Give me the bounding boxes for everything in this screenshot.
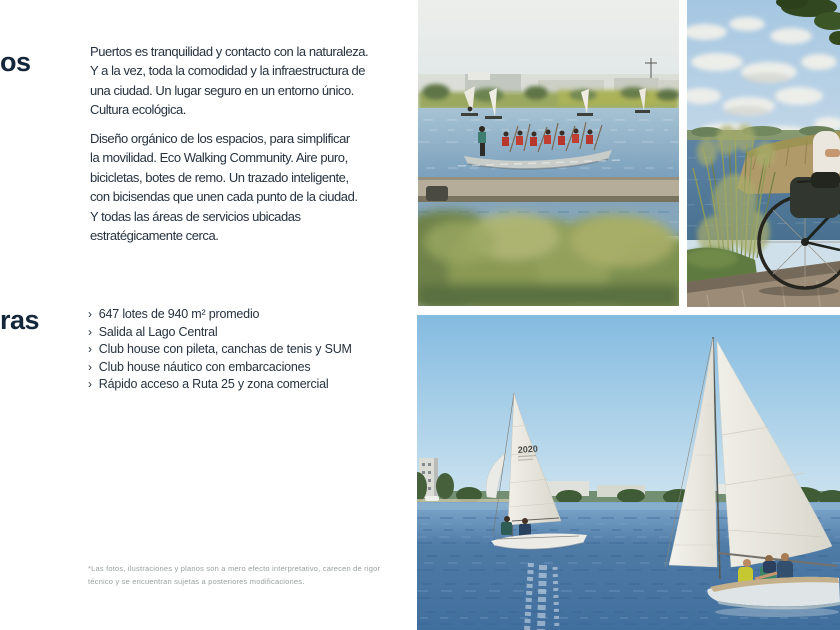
chevron-bullet-icon: › (88, 342, 92, 356)
feature-text: Club house náutico con embarcaciones (98, 359, 311, 374)
chevron-bullet-icon: › (88, 377, 92, 391)
intro-paragraph: Puertos es tranquilidad y contacto con la naturaleza. Y a la vez, toda la comodidad y la infraestructura de una ciudad. Un lugar seguro en un entorno único. Cultura ecológica. (90, 44, 369, 118)
chevron-bullet-icon: › (88, 307, 92, 321)
list-item (88, 306, 408, 324)
sail-number-text: 2020 (517, 443, 539, 455)
chevron-bullet-icon: › (88, 324, 92, 339)
page-title: os (0, 47, 31, 77)
body-paragraph: Diseño orgánico de los espacios, para simplificar la movilidad. Eco Walking Community. Aire puro, bicicletas, botes de remo. Un trazado inteligente, con bicisendas que unen cada punto de la ciudad. Y todas las áreas de servicios ubicadas estratégicamente cerca. (90, 131, 358, 244)
section-title: ras (0, 305, 40, 335)
list-item (88, 341, 408, 359)
cyclist-path-photo (687, 0, 840, 307)
list-item (88, 324, 408, 342)
feature-text: 647 lotes de 940 m² promedio (98, 307, 260, 321)
feature-text: Salida al Lago Central (98, 324, 218, 339)
list-item (88, 359, 408, 377)
chevron-bullet-icon: › (88, 359, 92, 374)
sailboats-lake-photo (417, 315, 840, 630)
feature-text: Club house con pileta, canchas de tenis y SUM (98, 342, 352, 356)
rowing-lake-photo (418, 0, 679, 306)
legal-footnote: *Las fotos, ilustraciones y planos son a mero efecto interpretativo, carecen de rigor técnico y se encuentran sujetas a posteriores modificaciones. (88, 564, 381, 586)
feature-text: Rápido acceso a Ruta 25 y zona comercial (98, 377, 329, 391)
features-list (88, 306, 408, 394)
list-item (88, 376, 408, 394)
